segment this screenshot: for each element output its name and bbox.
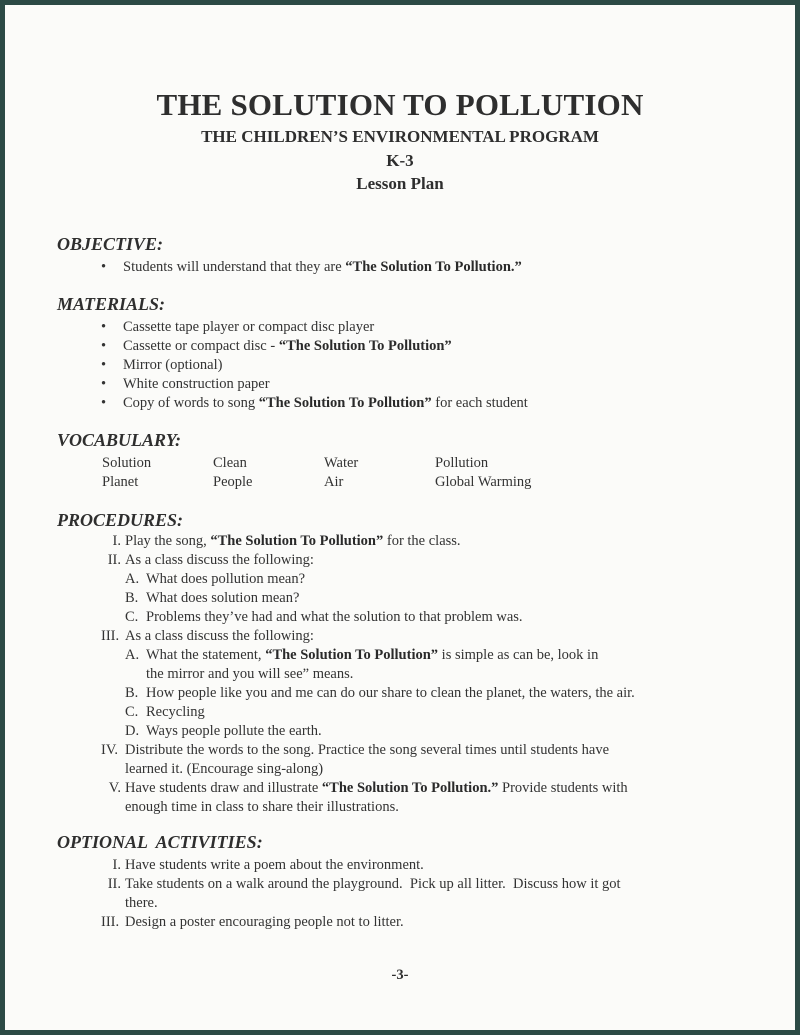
list-marker: III. [101, 628, 120, 644]
list-marker: B. [125, 685, 139, 701]
procedure-substep: What does solution mean? [146, 590, 300, 606]
objective-heading: OBJECTIVE: [57, 234, 164, 254]
list-marker: C. [125, 609, 139, 625]
materials-heading: MATERIALS: [57, 294, 166, 314]
grade-level: K-3 [386, 151, 414, 170]
optional-activities-heading: OPTIONAL ACTIVITIES: [57, 832, 263, 852]
bullet-marker: • [101, 319, 107, 335]
list-marker: V. [108, 780, 121, 796]
procedure-continuation: learned it. (Encourage sing-along) [125, 761, 324, 777]
vocab-word: Clean [213, 455, 247, 471]
vocab-word: Solution [102, 455, 152, 471]
materials-item: Cassette or compact disc - “The Solution To Pollution” [123, 338, 452, 354]
objective-item: Students will understand that they are “The Solution To Pollution.” [123, 259, 522, 275]
materials-item: Cassette tape player or compact disc player [123, 319, 375, 335]
vocab-word: Planet [102, 474, 139, 490]
bullet-marker: • [101, 338, 107, 354]
bullet-marker: • [101, 259, 107, 275]
list-marker: II. [107, 876, 121, 892]
document-page [5, 5, 795, 1030]
page-title: THE SOLUTION TO POLLUTION [156, 87, 644, 122]
procedure-substep: What the statement, “The Solution To Pollution” is simple as can be, look in [146, 647, 599, 663]
procedure-continuation: the mirror and you will see” means. [146, 666, 354, 682]
procedure-substep: What does pollution mean? [146, 571, 306, 587]
list-marker: I. [112, 533, 121, 549]
procedure-step: As a class discuss the following: [125, 552, 314, 568]
procedure-step: Distribute the words to the song. Practice the song several times until students have [125, 742, 610, 758]
materials-item: White construction paper [123, 376, 270, 392]
program-subtitle: THE CHILDREN’S ENVIRONMENTAL PROGRAM [201, 127, 599, 146]
procedure-substep: Problems they’ve had and what the solution to that problem was. [146, 609, 523, 625]
optional-activity: Design a poster encouraging people not to litter. [125, 914, 404, 930]
optional-activity: Have students write a poem about the environment. [125, 857, 424, 873]
procedure-substep: Ways people pollute the earth. [146, 723, 322, 739]
vocab-word: Water [324, 455, 359, 471]
optional-continuation: there. [125, 895, 158, 911]
materials-item: Mirror (optional) [123, 357, 223, 373]
procedures-heading: PROCEDURES: [57, 510, 184, 530]
list-marker: III. [101, 914, 120, 930]
procedure-step: Have students draw and illustrate “The Solution To Pollution.” Provide students with [125, 780, 628, 796]
list-marker: A. [125, 647, 140, 663]
vocab-word: People [213, 474, 253, 490]
vocab-word: Pollution [435, 455, 489, 471]
document-type: Lesson Plan [356, 174, 444, 193]
list-marker: II. [107, 552, 121, 568]
bullet-marker: • [101, 357, 107, 373]
vocabulary-heading: VOCABULARY: [57, 430, 182, 450]
procedure-substep: How people like you and me can do our share to clean the planet, the waters, the air. [146, 685, 635, 701]
list-marker: C. [125, 704, 139, 720]
vocab-word: Global Warming [435, 474, 532, 490]
list-marker: A. [125, 571, 140, 587]
page-number: -3- [391, 967, 409, 983]
procedure-step: Play the song, “The Solution To Pollution” for the class. [125, 533, 461, 549]
list-marker: IV. [101, 742, 119, 758]
list-marker: D. [125, 723, 140, 739]
list-marker: I. [112, 857, 121, 873]
procedure-step: As a class discuss the following: [125, 628, 314, 644]
list-marker: B. [125, 590, 139, 606]
bullet-marker: • [101, 395, 107, 411]
bullet-marker: • [101, 376, 107, 392]
materials-item: Copy of words to song “The Solution To Pollution” for each student [123, 395, 528, 411]
optional-activity: Take students on a walk around the playground. Pick up all litter. Discuss how it got [125, 876, 621, 892]
procedure-substep: Recycling [146, 704, 205, 720]
vocab-word: Air [324, 474, 344, 490]
procedure-continuation: enough time in class to share their illustrations. [125, 799, 399, 815]
